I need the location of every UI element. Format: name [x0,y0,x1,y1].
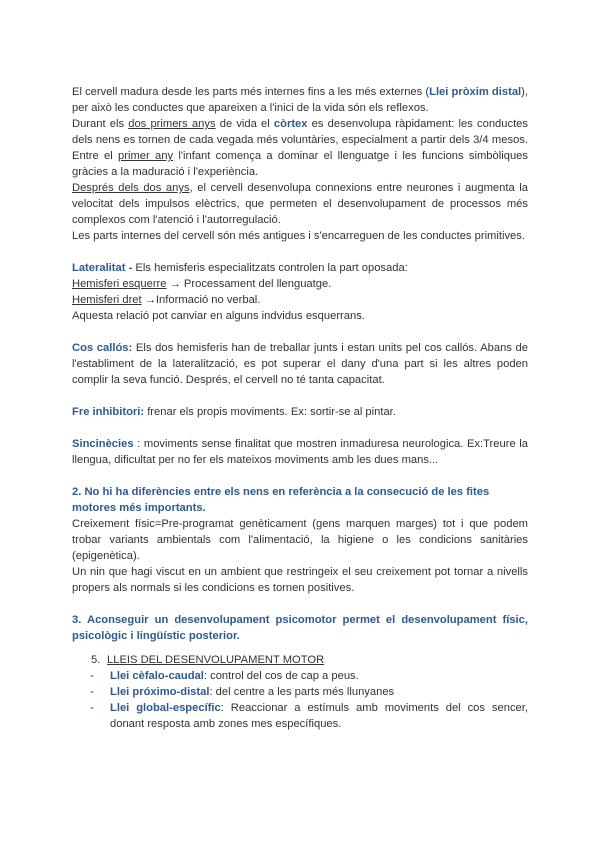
list-dash: - [90,670,94,682]
text: l'infant comença a dominar el llenguatge i les funcions simbòliques gràcies a la maduració i l'experiència. [72,150,528,178]
hemisferi-esquerre-line [72,276,528,292]
paragraph-ambient: Un nin que hagi viscut en un ambient que restringeix el seu creixement pot tornar a nivells propers als normals si les condicions es tornen positives. [72,566,528,594]
paragraph-parts-internes: Les parts internes del cervell són més antigues i s'encarreguen de les conductes primitives. [72,230,525,242]
term-llei-cefalo-caudal: Llei cèfalo-caudal [110,670,204,682]
underlined-hemisferi-dret: Hemisferi dret [72,294,142,306]
term-llei-global-especific: Llei global-específic [110,702,221,714]
section-3-heading: 3. Aconseguir un desenvolupament psicomotor permet el desenvolupament físic, psicològic i lingüístic posterior. [72,614,528,642]
section-2-heading: 2. No hi ha diferències entre els nens en referència a la consecució de les fites motores més importants. [72,486,490,514]
lleis-heading [72,652,528,668]
term-sincinecies: Sincinècies [72,438,134,450]
list-item [72,684,528,700]
list-item [72,700,528,732]
term-llei-proximo-distal: Llei próximo-distal [110,686,210,698]
text: Els dos hemisferis han de treballar junts i estan units pel cos callós. Abans de l'establiment de la lateralització, es pot superar el dany d'una part si les altres poden complir la seva funció. Després, el cervell no té tanta capacitat. [72,342,529,386]
underlined-dos-primers-anys: dos primers anys [128,118,216,130]
hemisferi-dret-line [72,292,528,308]
lleis-title: LLEIS DEL DESENVOLUPAMENT MOTOR [107,654,325,666]
text: El cervell madura desde les parts més internes fins a les més externes ( [72,86,430,98]
text: →Informació no verbal. [141,294,261,306]
paragraph-creixement-fisic: Creixement físic=Pre-programat genèticament (gens marquen marges) tot i que podem trobar variants ambientals com l'alimentació, la higiene o les condicions sanitàries (epigenètica). [72,518,528,562]
paragraph-despres-dos-anys [72,180,528,228]
lateralitat-note: Aquesta relació pot canviar en alguns indvidus esquerrans. [72,310,365,322]
paragraph-cortex [72,116,528,180]
text: Els hemisferis especialitzats controlen la part oposada: [132,262,408,274]
text: frenar els propis moviments. Ex: sortir-se al pintar. [144,406,396,418]
paragraph-sincinecies [72,436,528,468]
lateralitat-line [72,260,528,276]
text: es desenvolupa ràpidament: les conductes dels nens es tornen de cada vegada més voluntàries, especialment a partir dels 3/4 mesos. Entre el [72,118,528,162]
term-fre-inhibitori: Fre inhibitori: [72,406,145,418]
paragraph-fre-inhibitori [72,404,528,420]
paragraph-cos-callos [72,340,528,388]
underlined-despres-dos-anys: Després dels dos anys [72,182,190,194]
list-item [72,668,528,684]
term-llei-proxim-distal: Llei pròxim distal [429,86,522,98]
list-dash: - [90,686,94,698]
text: : moviments sense finalitat que mostren inmaduresa neurologica. Ex:Treure la llengua, dificultat per no fer els mateixos moviments amb les dues mans... [72,438,528,466]
text: ), per això les conductes que apareixen a l'inici de la vida són els reflexos. [72,86,528,114]
text: Durant els [72,118,129,130]
text: : del centre a les parts més llunyanes [209,686,395,698]
paragraph-proximal-distal [72,84,528,116]
text: : Reaccionar a estímuls amb moviments del cos sencer, donant resposta amb zones mes específiques. [110,702,528,730]
underlined-primer-any: primer any [118,150,174,162]
term-lateralitat: Lateralitat - [72,262,133,274]
text: : control del cos de cap a peus. [203,670,359,682]
list-number: 5. [91,654,101,666]
text: , el cervell desenvolupa connexions entre neurones i augmenta la velocitat dels impulsos elèctrics, que permeten el desenvolupament de processos més complexos com l'atenció i l'autorregulació. [72,182,528,226]
text: → Processament del llenguatge. [166,278,332,290]
underlined-hemisferi-esquerre: Hemisferi esquerre [72,278,167,290]
list-dash: - [90,702,94,714]
term-cortex: còrtex [273,118,308,130]
text: de vida el [215,118,274,130]
term-cos-callos: Cos callós: [72,342,133,354]
